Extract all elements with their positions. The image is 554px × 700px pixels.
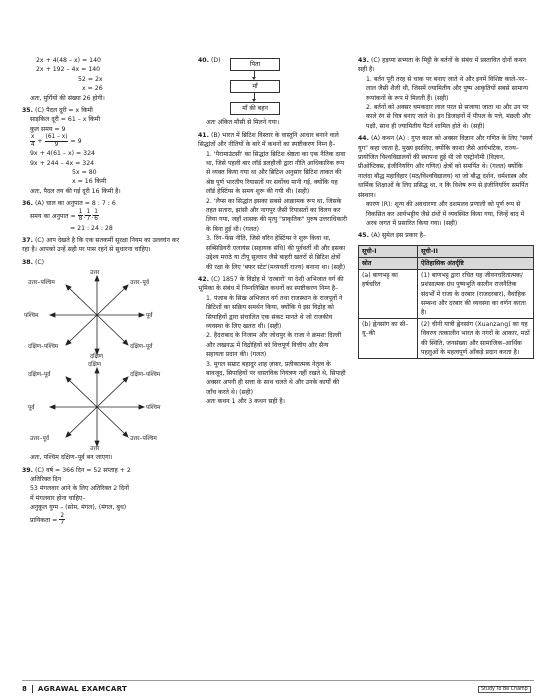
down-arrow-icon <box>254 71 255 78</box>
compass-sw: उत्तर–पूर्व <box>30 436 49 443</box>
table-header-list2: सूची-II <box>418 245 534 257</box>
math-line: 2x + 192 – 4x = 140 <box>36 66 101 74</box>
footer-divider <box>22 680 534 681</box>
frac-den: 6 <box>94 216 98 222</box>
question-45 <box>358 231 534 359</box>
column-left <box>22 56 180 527</box>
frac-den: 9 <box>54 141 59 148</box>
assertion: कथन (A) : गुप्त काल को अक्सर विज्ञान और गणित के लिए "स्वर्ण युग" कहा जाता है, मुख्य इसलिए, क्योंकि काशा जैसे आर्यभटिक, राज्य–प्रायोजित विश्वविद्यालयों की स्थापना हुई थी जो एस्ट्रोनॉमी (विज्ञान, प्रीओप्टिक्स, इंजीनियरिंग और गणित) क्षेत्रों को समर्पित थे। (गलत) क्योंकि नालंदा बौद्ध महाविहार (मठ/विश्वविद्यालय) था जो बौद्ध दर्शन, धर्मशास्त्र और धार्मिक शिक्षाओं के लिए प्रसिद्ध था, न कि विशेष रूप से इंजीनियरिंग समर्पित संस्थान। <box>358 135 533 199</box>
q-number: 40. <box>198 57 209 64</box>
frac-num: 2 <box>60 512 65 519</box>
q-number: 44. <box>358 135 369 143</box>
ratio-label: समय का अनुपात = <box>30 212 76 220</box>
conclusion: अतः, पैदल तय की गई दूरी 16 किमी है। <box>30 187 121 195</box>
math-line: 9x + 4(61 – x) = 324 <box>30 150 95 158</box>
flow-box-aunt: माँ की बहन <box>230 102 280 115</box>
cell-source: (a) बाणभट्ट का हर्षचरित <box>359 270 418 319</box>
compass-sw: दक्षिण–पश्चिम <box>28 344 59 351</box>
reason: कारण (R): शून्य की अवधारणा और दशमलव प्रणाली को पूर्ण रूप से विकसित कर आर्यभट्टीय जैसे ग्रंथों में व्यवस्थित किया गया, जिन्हें बाद में अरब जगत में प्रसारित किया गया। (सही) <box>366 201 525 227</box>
line: अतिरिक्त दिन <box>30 475 62 483</box>
compass-s: दक्षिण <box>90 354 103 361</box>
point-1: 1. 'पैरामाउंटसी' का सिद्धांत ब्रिटिश श्रेष्ठता का एक नैतिक दावा था, जिसे पहली बार लॉर्ड डलहौजी द्वारा नीति आधिकारिक रूप से व्यक्त किया गया था और ब्रिटिश अनुसार ब्रिटिश ताकत की श्रेष्ठ पूर्ण भारतीय रियासतों पर सर्वोच्च मानी गई, क्योंकि यह लॉर्ड हेस्टिंग्स के समय शुरू की गयी थी। (सही) <box>206 150 346 196</box>
question-37 <box>22 236 180 255</box>
line: में मंगलवार होना चाहिए– <box>30 494 86 502</box>
q-option: (A) <box>34 200 44 208</box>
line: साइकिल दूरी = 61 – x किमी <box>30 116 101 124</box>
question-38 <box>22 258 180 463</box>
compass-nw: दक्षिण–पूर्व <box>28 372 51 379</box>
question-36 <box>22 199 180 233</box>
q-number: 41. <box>198 131 209 139</box>
math-line: x = 26 <box>82 85 103 93</box>
line: वर्ष = 366 दिन = 52 सप्ताह + 2 <box>46 466 131 474</box>
table-subheader-source: स्रोत <box>359 257 418 269</box>
q-number: 38. <box>22 258 33 266</box>
question-40 <box>198 56 348 128</box>
brand-name: AGRAWAL EXAMCART <box>37 685 128 693</box>
frac-num: (61 – x) <box>45 134 68 141</box>
q-option: (A) <box>370 135 380 143</box>
frac-num: 1 <box>86 208 91 215</box>
math-line: 52 = 2x <box>78 75 103 83</box>
compass-n: दक्षिण <box>88 362 101 369</box>
q-option: (C) <box>34 107 45 115</box>
frac-den: 8 <box>78 216 83 222</box>
line: 53 मंगलवार आने के लिए अतिरिक्त 2 दिनों <box>30 485 130 493</box>
compass-s: उत्तर <box>90 446 100 453</box>
flow-box-father: पिता <box>230 58 280 71</box>
question-39 <box>22 466 180 528</box>
q-number: 45. <box>358 232 369 240</box>
point-2: 2. बर्तनों को अक्सर चमकदार लाल परत से सजाया जाता था और उन पर काले रंग से चित्र बनाए जाते थे। इन डिजाइनों में पीपल के पत्ते, मछली और पक्षी, साथ ही ज्यामितीय पैटर्न शामिल होते थे। (सही) <box>366 104 531 130</box>
cell-insight: (1) बाणभट्ट द्वारा रचित यह जीवनचरितात्मक/प्रशंसात्मक ग्रंथ पुष्यभूति कालीन राजनैतिक संदर्भों में राजा के दरबार (राजदरबार), वैवाहिक सम्बन्ध और दरबार की व्यवस्था का वर्णन करता है। <box>418 270 534 319</box>
q-number: 42. <box>198 275 209 283</box>
prob-label: प्रायिकता = <box>30 516 58 524</box>
ratio-result: = 21 : 24 : 28 <box>70 224 113 232</box>
point-1: 1. पंजाब के सिख अभिजात वर्ग तथा राजस्थान के राजपूतों ने ब्रिटिशों का सक्रिय समर्थन किया, क्योंकि ये इस विद्रोह को सिपाहियों द्वारा संचालित एक संकट मानते थे जो राजकीय व्यवस्था के लिए खतरा थी। (सही) <box>206 294 343 330</box>
frac-den: 4 <box>30 141 35 148</box>
compass-e: पश्चिम <box>146 405 161 412</box>
q-option: (C) <box>34 466 45 474</box>
point-1: 1. बर्तन पूरी तरह से चाक पर बनाए जाते थे और इनमें विशिष्ट काले–पर–लाल जैसी शैली थी, जिसमें ज्यामितीय और पुष्प आकृतियों सबसे सामान्य रूपांकनों के रूप में मिलती हैं। (सही) <box>366 75 529 102</box>
question-44 <box>358 134 534 228</box>
cell-insight: (2) चीनी यात्री ह्वेनसांग (Xuanzang) का यह विवरण तत्कालीन भारत के नगरों के आकार, मठों की स्थिति, जनसंख्या और सामाजिक–आर्थिक पहलुओं के महत्वपूर्ण आँकड़े प्रदान करता है। <box>418 319 534 359</box>
frac-num: 1 <box>78 208 83 215</box>
table-header-list1: सूची-I <box>359 245 418 257</box>
table-subheader-row <box>359 257 534 269</box>
compass-ne: दक्षिण–पश्चिम <box>130 372 161 379</box>
q-number: 35. <box>22 107 33 115</box>
conclusion: अतः अंकित मौसी से मिलने गया। <box>206 119 280 127</box>
cell-source: (b) ह्वेनसांग का सी–यू–की <box>359 319 418 359</box>
answer-text: आप देखते है कि एक सतकर्मी सुरक्षा नियम का उल्लघंन कर रहा है। आपको उन्हें सही पर पास रहने से सुधारना चाहिए। <box>22 236 180 254</box>
math-line: x = 16 किमी <box>72 178 107 186</box>
q-option: (C) <box>210 275 221 283</box>
compass-se: दक्षिण–पूर्व <box>130 344 153 351</box>
math-line: 2x + 4(48 – x) = 140 <box>36 57 101 64</box>
conclusion: अतः, पश्चिम दक्षिण–पूर्व बन जाएगा। <box>30 454 113 462</box>
q-number: 36. <box>22 200 33 208</box>
point-3: 3. मुगल सम्राट बहादुर शाह ज़फ़र, प्रतीकात्मक नेतृत्व के बावजूद, सिपाहियों पर वास्तविक नियंत्रण नहीं रखते थे, सिपाही अक्सर अपनी ही सत्ता के साथ चलते थे और उनके कार्यों की जाँच करते थे। (सही) <box>206 360 346 396</box>
line: कुल समय = 9 <box>30 125 66 133</box>
compass-ne: उत्तर–पूर्व <box>130 280 149 287</box>
intro: 1857 के विद्रोह में 'दरबारों' या देशी अभिजात वर्ग की भूमिका के संबंध में निम्नलिखित कथनों का स्पष्टीकरण निम्न है– <box>198 275 344 293</box>
point-2: 2. हैदराबाद के निजाम और जोधपुर के राजा ने क्रमशः दिल्ली और लखनऊ में विद्रोहियों को वित्तपूर्ण वित्तीय और सैन्य सहायता प्रदान की। (गलत) <box>206 332 342 359</box>
table-subheader-insight: ऐतिहासिक अंतर्दृष्टि <box>418 257 534 269</box>
line: अनुकूल युग्म – (सोम, मंगल), (मंगल, बुध) <box>30 504 127 512</box>
q-option: (C) <box>34 236 45 244</box>
frac-num: 1 <box>94 208 98 215</box>
math-line: 9x + 244 – 4x = 324 <box>30 159 95 167</box>
match-table <box>358 245 534 359</box>
conclusion: अतः, मुर्गियों की संख्या 26 होगी। <box>30 94 105 102</box>
math-line: 5x = 80 <box>72 168 97 176</box>
page-number: 8 <box>22 685 33 693</box>
q-option: (B) <box>210 131 221 139</box>
intro: भारत में ब्रिटिश विस्तार के वास्तुनि आधार बनाने वाले सिद्धांतों और नीतियों के बारे में कथनों का स्पष्टीकरण निम्न है– <box>198 131 339 149</box>
q-option: (C) <box>370 57 381 64</box>
column-right <box>358 56 534 359</box>
point-3: 3. रिंग–फेंस नीति, जिसे वॉरेन हेस्टिंग्स ने शुरू किया था, सब्सिडियरी एलायंस (सहायक संधि) की पूर्ववर्ती थी और इसका उद्देश्य मराठे या टीपू सुल्तान जैसे बाहरी खतरों से ब्रिटिश क्षेत्रों की रक्षा के लिए 'बफर स्टेट'(मध्यवर्ती राज्य) बनाना था। (सही) <box>206 235 346 271</box>
table-row <box>359 270 534 319</box>
q-number: 39. <box>22 466 33 474</box>
q-option: (D) <box>210 57 221 64</box>
compass-w: पूर्व <box>28 405 35 412</box>
line: चाल का अनुपात = 8 : 7 : 6 <box>45 200 116 208</box>
compass-diagram-1 <box>22 271 172 359</box>
q-number: 43. <box>358 57 369 64</box>
top-math <box>22 56 180 94</box>
intro: हड़प्पा सभ्यता के मिट्टी के बर्तनों के संबंध में प्रस्तावित दोनों कथन सही है। <box>358 57 526 74</box>
q-option: (C) <box>34 258 45 266</box>
compass-diagram-2 <box>22 363 172 451</box>
compass-nw: उत्तर–पश्चिम <box>28 280 55 287</box>
compass-se: उत्तर–पश्चिम <box>130 436 157 443</box>
table-header-row <box>359 245 534 257</box>
flow-box-mother: माँ <box>230 80 280 93</box>
footer <box>22 685 127 693</box>
footer-tag: Study To Be Champ <box>478 686 531 693</box>
ratio-line: समय का अनुपात = $\frac{1}{8}$ : $\frac{1}{7}$ : $\frac{1}{6}$ <box>30 208 98 222</box>
column-middle <box>198 56 348 407</box>
frac-den: 7 <box>86 216 91 222</box>
equals: = 9 <box>70 138 82 146</box>
compass-n: उत्तर <box>90 270 100 277</box>
fraction-equation <box>22 134 180 149</box>
intro: सुमेल इस प्रकार है– <box>381 232 426 240</box>
question-35 <box>22 106 180 196</box>
line: पैदल दूरी = x किमी <box>46 107 93 115</box>
down-arrow-icon <box>254 93 255 100</box>
probability <box>22 513 180 528</box>
question-42 <box>198 275 348 407</box>
q-number: 37. <box>22 236 33 244</box>
point-2: 2. 'लैप्स का सिद्धांत इसका सबसे आक्रामक रूप था, जिसके तहत सतारा, झांसी और नागपुर जैसी रियासतों का विलय कर लिया गया, जहाँ शासक की मृत्यु "प्राकृतिक" पुरुष उत्तराधिकारी के बिना हुई थी। (गलत) <box>206 197 347 233</box>
frac-den: 7 <box>60 519 65 526</box>
frac-num: x <box>31 134 35 141</box>
conclusion: अतः कथन 1 और 3 कथन सही है। <box>206 398 285 406</box>
compass-e: पूर्व <box>146 313 153 320</box>
plus: + <box>37 138 43 146</box>
compass-w: पश्चिम <box>24 313 39 320</box>
question-43 <box>358 56 534 131</box>
table-row <box>359 319 534 359</box>
question-41 <box>198 131 348 272</box>
q-option: (A) <box>370 232 380 240</box>
